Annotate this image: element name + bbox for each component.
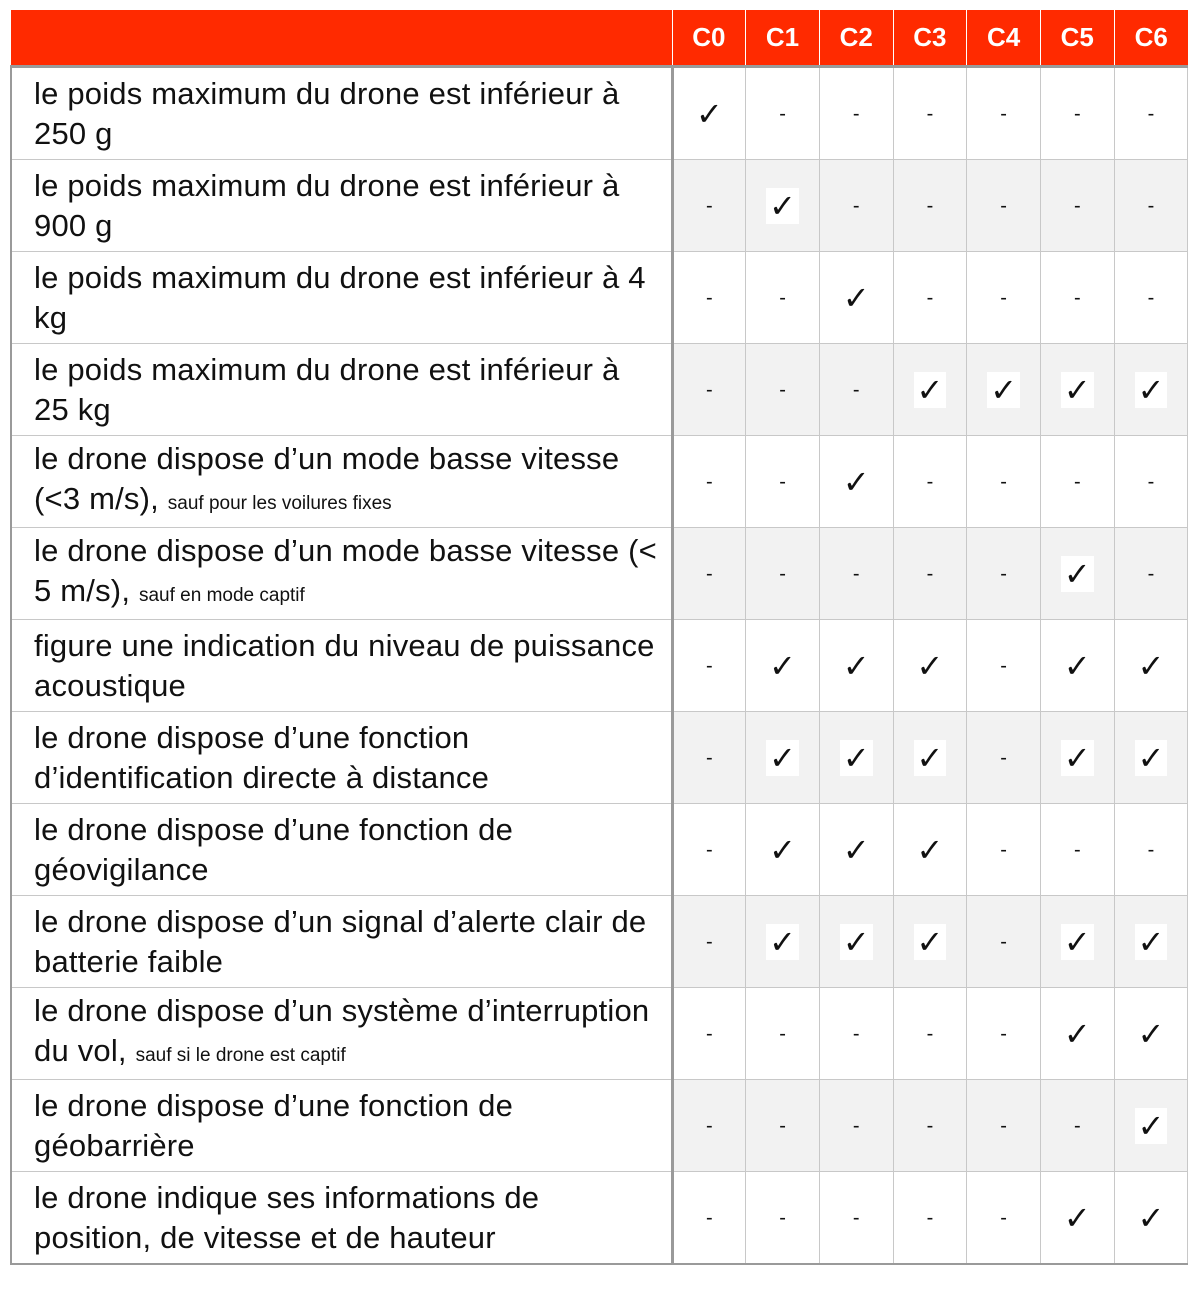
- requirement-text: le poids maximum du drone est inférieur à 4 kg: [34, 259, 646, 335]
- class-cell-c3: [893, 988, 967, 1080]
- checkmark-icon: ✓: [914, 648, 947, 684]
- checkmark-icon: ✓: [1135, 740, 1168, 776]
- requirement-label: [11, 528, 672, 620]
- dash-icon: -: [1000, 746, 1007, 769]
- dash-icon: -: [1000, 102, 1007, 125]
- class-cell-c4: [967, 896, 1041, 988]
- dash-icon: -: [779, 470, 786, 493]
- class-cell-c5: [1040, 528, 1114, 620]
- checkmark-icon: ✓: [766, 924, 799, 960]
- header-row: [11, 10, 1188, 67]
- checkmark-icon: ✓: [1135, 1200, 1168, 1236]
- checkmark-icon: ✓: [1135, 648, 1168, 684]
- class-cell-c5: [1040, 160, 1114, 252]
- dash-icon: -: [1000, 470, 1007, 493]
- class-cell-c1: [746, 528, 820, 620]
- class-cell-c5: [1040, 436, 1114, 528]
- requirement-label: [11, 67, 672, 160]
- dash-icon: -: [1000, 286, 1007, 309]
- class-cell-c3: [893, 896, 967, 988]
- checkmark-icon: ✓: [840, 740, 873, 776]
- class-cell-c3: [893, 436, 967, 528]
- class-cell-c3: [893, 252, 967, 344]
- drone-class-requirements-table: [10, 10, 1188, 1265]
- class-cell-c0: [672, 620, 746, 712]
- class-cell-c3: [893, 620, 967, 712]
- class-cell-c2: [819, 1172, 893, 1265]
- class-cell-c2: [819, 252, 893, 344]
- class-cell-c5: [1040, 804, 1114, 896]
- dash-icon: -: [706, 930, 713, 953]
- class-cell-c0: [672, 436, 746, 528]
- requirement-label: [11, 436, 672, 528]
- requirement-label: [11, 896, 672, 988]
- class-cell-c0: [672, 1080, 746, 1172]
- class-cell-c4: [967, 712, 1041, 804]
- checkmark-icon: ✓: [1135, 1108, 1168, 1144]
- dash-icon: -: [779, 562, 786, 585]
- class-cell-c6: [1114, 67, 1188, 160]
- checkmark-icon: ✓: [840, 464, 873, 500]
- class-cell-c0: [672, 344, 746, 436]
- dash-icon: -: [1073, 102, 1081, 125]
- dash-icon: -: [779, 102, 786, 125]
- class-cell-c2: [819, 712, 893, 804]
- dash-icon: -: [926, 1114, 934, 1137]
- requirement-label: [11, 1172, 672, 1265]
- class-cell-c5: [1040, 1080, 1114, 1172]
- dash-icon: -: [1000, 1206, 1007, 1229]
- class-cell-c3: [893, 712, 967, 804]
- requirements-table-container: [10, 10, 1187, 1265]
- dash-icon: -: [779, 1114, 786, 1137]
- class-cell-c6: [1114, 252, 1188, 344]
- dash-icon: -: [852, 1206, 860, 1229]
- checkmark-icon: ✓: [766, 648, 799, 684]
- checkmark-icon: ✓: [766, 188, 799, 224]
- class-cell-c1: [746, 620, 820, 712]
- requirement-text: le poids maximum du drone est inférieur à 25 kg: [34, 351, 620, 427]
- class-cell-c2: [819, 436, 893, 528]
- dash-icon: -: [706, 1022, 713, 1045]
- checkmark-icon: ✓: [1135, 372, 1168, 408]
- class-cell-c6: [1114, 1080, 1188, 1172]
- requirement-text: le drone dispose d’une fonction d’identification directe à distance: [34, 719, 490, 795]
- requirement-text: le poids maximum du drone est inférieur à 250 g: [34, 75, 620, 151]
- dash-icon: -: [779, 1022, 786, 1045]
- requirement-label: [11, 344, 672, 436]
- checkmark-icon: ✓: [840, 280, 873, 316]
- class-cell-c4: [967, 344, 1041, 436]
- checkmark-icon: ✓: [1135, 924, 1168, 960]
- dash-icon: -: [1000, 1022, 1007, 1045]
- class-cell-c6: [1114, 804, 1188, 896]
- requirement-note: sauf pour les voilures fixes: [167, 493, 392, 514]
- header-class-c6: C6: [1114, 10, 1188, 67]
- class-cell-c5: [1040, 896, 1114, 988]
- class-cell-c5: [1040, 1172, 1114, 1265]
- header-corner-cell: [11, 10, 672, 67]
- requirement-text: le poids maximum du drone est inférieur à 900 g: [34, 167, 620, 243]
- class-cell-c2: [819, 804, 893, 896]
- table-row: [11, 1080, 1188, 1172]
- dash-icon: -: [706, 470, 713, 493]
- checkmark-icon: ✓: [987, 372, 1020, 408]
- class-cell-c5: [1040, 67, 1114, 160]
- dash-icon: -: [1000, 562, 1007, 585]
- checkmark-icon: ✓: [1061, 372, 1094, 408]
- dash-icon: -: [1073, 286, 1081, 309]
- class-cell-c0: [672, 896, 746, 988]
- requirement-text: le drone dispose d’un signal d’alerte clair de batterie faible: [34, 903, 647, 979]
- dash-icon: -: [1147, 286, 1155, 309]
- class-cell-c6: [1114, 712, 1188, 804]
- class-cell-c1: [746, 712, 820, 804]
- class-cell-c1: [746, 988, 820, 1080]
- requirement-text: le drone dispose d’une fonction de géobarrière: [34, 1087, 514, 1163]
- checkmark-icon: ✓: [1061, 740, 1094, 776]
- class-cell-c1: [746, 344, 820, 436]
- dash-icon: -: [1000, 194, 1007, 217]
- requirement-label: [11, 804, 672, 896]
- class-cell-c1: [746, 252, 820, 344]
- class-cell-c1: [746, 896, 820, 988]
- checkmark-icon: ✓: [1061, 1016, 1094, 1052]
- dash-icon: -: [1147, 194, 1155, 217]
- table-row: [11, 804, 1188, 896]
- class-cell-c6: [1114, 620, 1188, 712]
- dash-icon: -: [1147, 562, 1155, 585]
- requirement-label: [11, 1080, 672, 1172]
- class-cell-c4: [967, 988, 1041, 1080]
- class-cell-c1: [746, 67, 820, 160]
- dash-icon: -: [1147, 470, 1155, 493]
- checkmark-icon: ✓: [914, 832, 947, 868]
- class-cell-c2: [819, 528, 893, 620]
- class-cell-c5: [1040, 620, 1114, 712]
- class-cell-c3: [893, 1080, 967, 1172]
- dash-icon: -: [706, 378, 713, 401]
- class-cell-c2: [819, 1080, 893, 1172]
- class-cell-c4: [967, 252, 1041, 344]
- header-class-c1: C1: [746, 10, 820, 67]
- dash-icon: -: [1000, 930, 1007, 953]
- dash-icon: -: [852, 562, 860, 585]
- class-cell-c2: [819, 620, 893, 712]
- requirement-label: [11, 988, 672, 1080]
- dash-icon: -: [706, 838, 713, 861]
- checkmark-icon: ✓: [1061, 924, 1094, 960]
- dash-icon: -: [706, 562, 713, 585]
- class-cell-c5: [1040, 988, 1114, 1080]
- class-cell-c2: [819, 67, 893, 160]
- class-cell-c3: [893, 528, 967, 620]
- class-cell-c4: [967, 1080, 1041, 1172]
- dash-icon: -: [852, 194, 860, 217]
- table-row: [11, 1172, 1188, 1265]
- class-cell-c5: [1040, 252, 1114, 344]
- requirement-label: [11, 712, 672, 804]
- dash-icon: -: [1000, 1114, 1007, 1137]
- table-row: [11, 988, 1188, 1080]
- dash-icon: -: [779, 378, 786, 401]
- dash-icon: -: [926, 470, 934, 493]
- dash-icon: -: [1073, 470, 1081, 493]
- dash-icon: -: [1073, 838, 1081, 861]
- requirement-text: le drone dispose d’une fonction de géovigilance: [34, 811, 514, 887]
- requirement-text: le drone dispose d’un mode basse vitesse (< 5 m/s),: [34, 533, 657, 608]
- dash-icon: -: [779, 1206, 786, 1229]
- table-row: [11, 896, 1188, 988]
- class-cell-c4: [967, 436, 1041, 528]
- checkmark-icon: ✓: [914, 740, 947, 776]
- dash-icon: -: [852, 378, 860, 401]
- table-row: [11, 528, 1188, 620]
- dash-icon: -: [926, 562, 934, 585]
- dash-icon: -: [852, 1022, 860, 1045]
- class-cell-c1: [746, 1080, 820, 1172]
- table-row: [11, 252, 1188, 344]
- dash-icon: -: [1073, 1114, 1081, 1137]
- dash-icon: -: [706, 1114, 713, 1137]
- checkmark-icon: ✓: [914, 924, 947, 960]
- class-cell-c5: [1040, 712, 1114, 804]
- dash-icon: -: [1000, 838, 1007, 861]
- requirement-text: le drone dispose d’un mode basse vitesse (<3 m/s),: [34, 441, 620, 516]
- class-cell-c6: [1114, 988, 1188, 1080]
- checkmark-icon: ✓: [766, 740, 799, 776]
- class-cell-c0: [672, 528, 746, 620]
- class-cell-c4: [967, 1172, 1041, 1265]
- dash-icon: -: [926, 194, 934, 217]
- header-class-c3: C3: [893, 10, 967, 67]
- class-cell-c0: [672, 804, 746, 896]
- class-cell-c4: [967, 620, 1041, 712]
- table-row: [11, 344, 1188, 436]
- dash-icon: -: [706, 286, 713, 309]
- dash-icon: -: [706, 654, 713, 677]
- dash-icon: -: [926, 1206, 934, 1229]
- class-cell-c6: [1114, 1172, 1188, 1265]
- requirement-label: [11, 620, 672, 712]
- checkmark-icon: ✓: [840, 648, 873, 684]
- requirement-text: le drone dispose d’un système d’interruption du vol,: [34, 993, 650, 1068]
- checkmark-icon: ✓: [1135, 1016, 1168, 1052]
- dash-icon: -: [926, 102, 934, 125]
- checkmark-icon: ✓: [840, 924, 873, 960]
- requirement-note: sauf en mode captif: [138, 585, 305, 606]
- checkmark-icon: ✓: [1061, 556, 1094, 592]
- checkmark-icon: ✓: [840, 832, 873, 868]
- class-cell-c4: [967, 67, 1041, 160]
- class-cell-c1: [746, 804, 820, 896]
- class-cell-c1: [746, 436, 820, 528]
- class-cell-c3: [893, 344, 967, 436]
- table-row: [11, 712, 1188, 804]
- dash-icon: -: [779, 286, 786, 309]
- dash-icon: -: [1073, 194, 1081, 217]
- class-cell-c6: [1114, 896, 1188, 988]
- header-class-c2: C2: [819, 10, 893, 67]
- class-cell-c1: [746, 1172, 820, 1265]
- class-cell-c4: [967, 160, 1041, 252]
- requirement-text: le drone indique ses informations de position, de vitesse et de hauteur: [34, 1179, 540, 1255]
- table-row: [11, 620, 1188, 712]
- checkmark-icon: ✓: [1061, 1200, 1094, 1236]
- class-cell-c6: [1114, 344, 1188, 436]
- class-cell-c0: [672, 160, 746, 252]
- class-cell-c3: [893, 804, 967, 896]
- class-cell-c6: [1114, 528, 1188, 620]
- class-cell-c0: [672, 252, 746, 344]
- dash-icon: -: [706, 1206, 713, 1229]
- class-cell-c0: [672, 988, 746, 1080]
- table-row: [11, 160, 1188, 252]
- requirement-note: sauf si le drone est captif: [135, 1045, 346, 1066]
- class-cell-c3: [893, 67, 967, 160]
- requirement-label: [11, 160, 672, 252]
- table-body: [11, 67, 1188, 1265]
- class-cell-c2: [819, 160, 893, 252]
- dash-icon: -: [1147, 102, 1155, 125]
- class-cell-c2: [819, 988, 893, 1080]
- class-cell-c6: [1114, 436, 1188, 528]
- header-class-c5: C5: [1040, 10, 1114, 67]
- requirement-label: [11, 252, 672, 344]
- checkmark-icon: ✓: [1061, 648, 1094, 684]
- class-cell-c4: [967, 804, 1041, 896]
- class-cell-c0: [672, 1172, 746, 1265]
- dash-icon: -: [852, 102, 860, 125]
- class-cell-c4: [967, 528, 1041, 620]
- class-cell-c2: [819, 896, 893, 988]
- header-class-c0: C0: [672, 10, 746, 67]
- dash-icon: -: [926, 286, 934, 309]
- table-row: [11, 67, 1188, 160]
- header-class-c4: C4: [967, 10, 1041, 67]
- dash-icon: -: [1000, 654, 1007, 677]
- checkmark-icon: ✓: [914, 372, 947, 408]
- class-cell-c3: [893, 1172, 967, 1265]
- class-cell-c3: [893, 160, 967, 252]
- checkmark-icon: ✓: [693, 96, 726, 132]
- class-cell-c5: [1040, 344, 1114, 436]
- class-cell-c6: [1114, 160, 1188, 252]
- class-cell-c2: [819, 344, 893, 436]
- dash-icon: -: [852, 1114, 860, 1137]
- checkmark-icon: ✓: [766, 832, 799, 868]
- dash-icon: -: [706, 746, 713, 769]
- table-row: [11, 436, 1188, 528]
- dash-icon: -: [1147, 838, 1155, 861]
- dash-icon: -: [706, 194, 713, 217]
- dash-icon: -: [926, 1022, 934, 1045]
- requirement-text: figure une indication du niveau de puissance acoustique: [34, 627, 655, 703]
- class-cell-c1: [746, 160, 820, 252]
- class-cell-c0: [672, 712, 746, 804]
- class-cell-c0: [672, 67, 746, 160]
